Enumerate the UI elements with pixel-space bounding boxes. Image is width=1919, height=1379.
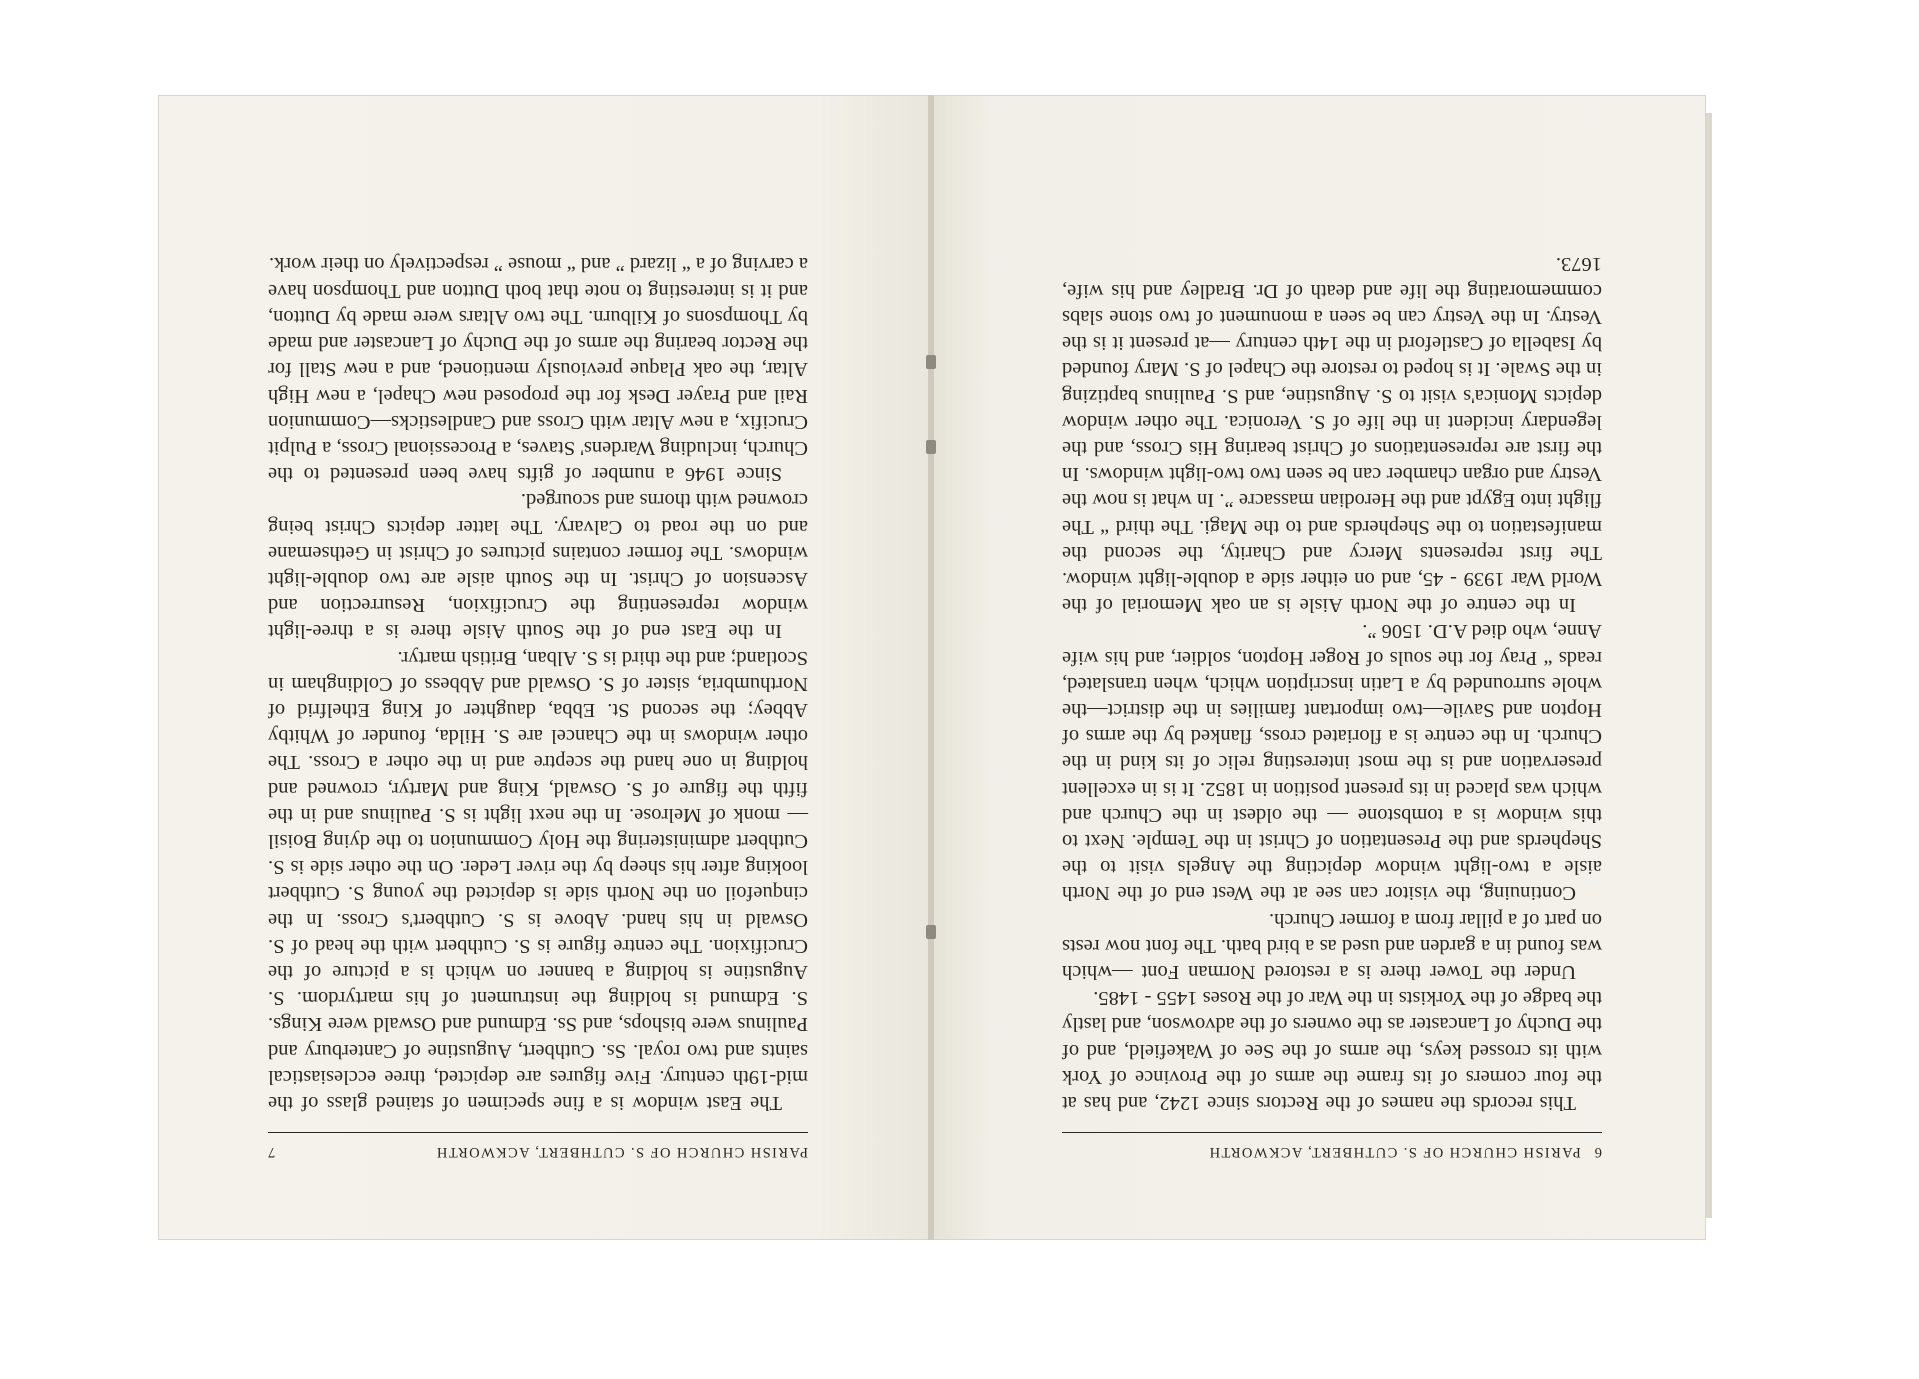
- right-page: [930, 95, 1706, 1240]
- left-page-text-block: [268, 251, 808, 1160]
- staple: [926, 440, 936, 454]
- staple: [926, 355, 936, 369]
- page-number: 7: [268, 1144, 276, 1160]
- page-number: 6: [1594, 1144, 1602, 1160]
- paragraph: Since 1946 a number of gifts have been presented to the Church, including Wardens' Staves, a Processional Cross, a Pulpit Crucifix, a new Altar with Cross and Candlesticks—Communion Rail and Prayer Desk for the proposed new Chapel, a new High Altar, the oak Plaque previously mentioned, and a new Stall for the Rector bearing the arms of the Duchy of Lancaster and made by Thompsons of Kilburn. The two Altars were made by Dutton, and it is interesting to note that both Dutton and Thompson have a carving of a “ lizard ” and “ mouse ” respectively on their work.: [268, 253, 808, 486]
- left-page: [158, 95, 930, 1240]
- open-booklet: [158, 95, 1706, 1240]
- left-page-content-inverted: [158, 95, 930, 1240]
- paragraph: Continuing, the visitor can see at the West end of the North aisle a two-light window depicting the Angels visit to the Shepherds and the Presentation of Christ in the Temple. Next to this window is a tombstone — the oldest in the Church and which was placed in its present position in 1852. It is in excellent preservation and is the most interesting relic of its kind in the Church. In the centre is a floriated cross, flanked by the arms of Hopton and Savile—two important families in the district—the whole surrounded by a Latin inscription which, when translated, reads “ Pray for the souls of Roger Hopton, soldier, and his wife Anne, who died A.D. 1506 ”.: [1062, 620, 1602, 905]
- paragraph: The East window is a fine specimen of stained glass of the mid-19th century. Five figures are depicted, three ecclesiastical saints and two royal. Ss. Cuthbert, Augustine of Canterbury and Paulinus were bishops, and Ss. Edmund and Oswald were Kings. S. Edmund is holding the instrument of his martyrdom. S. Augustine is holding a banner on which is a picture of the Crucifixion. The centre figure is S. Cuthbert with the head of S. Oswald in his hand. Above is S. Cuthbert's Cross. In the cinquefoil on the North side is depicted the young S. Cuthbert looking after his sheep by the river Leder. On the other side is S. Cuthbert administering the Holy Communion to the dying Boisil — monk of Melrose. In the next light is S. Paulinus and in the fifth the figure of S. Oswald, King and Martyr, crowned and holding in one hand the sceptre and in the other a Cross. The other windows in the Chancel are S. Hilda, founder of Whitby Abbey; the second St. Ebba, daughter of King Ethelfrid of Northumbria, sister of S. Oswald and Abbess of Coldingham in Scotland; and the third is S. Alban, British martyr.: [268, 646, 808, 1114]
- left-page-header: [268, 1132, 808, 1160]
- right-page-header: [1062, 1132, 1602, 1160]
- page-edge: [1706, 113, 1712, 1218]
- paragraph: In the centre of the North Aisle is an oak Memorial of the World War 1939 - 45, and on either side a double-light window. The first represents Mercy and Charity, the second the manifestation to the Shepherds and to the Magi. The third “ The flight into Egypt and the Herodian massacre ”. In what is now the Vestry and organ chamber can be seen two two-light windows. In the first are representations of Christ bearing His Cross, and the legendary incident in the life of S. Veronica. The other window depicts Monica's visit to S. Augustine, and S. Paulinus baptizing in the Swale. It is hoped to restore the Chapel of S. Mary founded by Isabella of Castleford in the 14th century —at present it is the Vestry. In the Vestry can be seen a monument of two stone slabs commemorating the life and death of Dr. Bradley and his wife, 1673.: [1062, 253, 1602, 617]
- running-header: PARISH CHURCH OF S. CUTHBERT, ACKWORTH: [435, 1144, 808, 1160]
- right-page-content-inverted: [930, 95, 1706, 1240]
- paragraph: This records the names of the Rectors since 1242, and has at the four corners of its frame the arms of the Province of York with its crossed keys, the arms of the See of Wakefield, and of the Duchy of Lancaster as the owners of the advowson, and lastly the badge of the Yorkists in the War of the Roses 1455 - 1485.: [1062, 987, 1602, 1114]
- spine-fold: [928, 95, 934, 1240]
- right-page-text-block: [1062, 251, 1602, 1160]
- paragraph: Under the Tower there is a restored Norman Font —which was found in a garden and used as a bird bath. The font now rests on part of a pillar from a former Church.: [1062, 908, 1602, 983]
- running-header: PARISH CHURCH OF S. CUTHBERT, ACKWORTH: [1208, 1144, 1581, 1160]
- staple: [926, 925, 936, 939]
- paragraph: In the East end of the South Aisle there is a three-light window representing the Crucifixion, Resurrection and Ascension of Christ. In the South aisle are two double-light windows. The former contains pictures of Christ in Gethsemane and on the road to Calvary. The latter depicts Christ being crowned with thorns and scourged.: [268, 489, 808, 643]
